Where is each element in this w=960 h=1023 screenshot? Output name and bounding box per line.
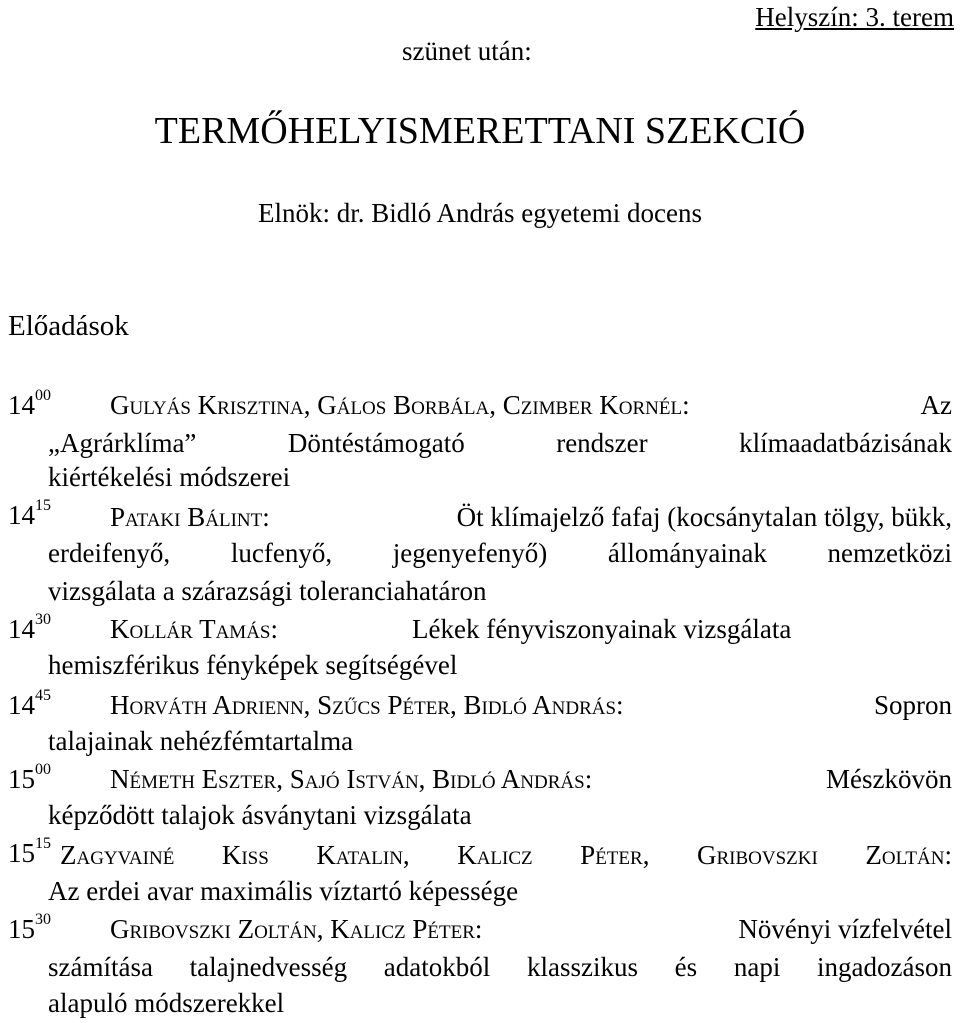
lecture-title: „Agrárklíma” (48, 428, 197, 458)
lecture-title: Mészkövön (826, 764, 952, 794)
lecture-authors: Horváth Adrienn, Szűcs Péter, Bidló András: (110, 690, 624, 720)
chair-label: Elnök: dr. Bidló András egyetemi docens (258, 198, 702, 228)
lecture-authors: Gribovszki Zoltán, Kalicz Péter: (110, 914, 483, 944)
lecture-authors: Zagyvainé Kiss Katalin, Kalicz Péter, Gribovszki Zoltán: (60, 840, 952, 870)
lecture-title: Az (920, 390, 952, 420)
lecture-line: hemiszférikus fényképek segítségével (48, 650, 458, 680)
lecture-title: Öt klímajelző fafaj (kocsánytalan tölgy, bükk, (456, 502, 952, 532)
lecture-line (110, 502, 952, 533)
lecture-line: alapuló módszerekkel (48, 988, 285, 1018)
lecture-line: számítása talajnedvesség adatokból klasszikus és napi ingadozáson (48, 952, 952, 982)
lecture-line: vizsgálata a szárazsági toleranciahatáron (48, 576, 487, 606)
lecture-line: kiértékelési módszerei (48, 462, 291, 492)
section-title: TERMŐHELYISMERETTANI SZEKCIÓ (154, 110, 806, 152)
lecture-line (60, 840, 952, 871)
lecture-authors: Kollár Tamás: (110, 614, 278, 644)
lecture-title: Sopron (873, 690, 952, 720)
lecture-title: Növényi vízfelvétel (738, 914, 952, 944)
after-break-label: szünet után: (402, 36, 532, 66)
lecture-line: erdeifenyő, lucfenyő, jegenyefenyő) állományainak nemzetközi (48, 538, 952, 568)
lecture-authors: Németh Eszter, Sajó István, Bidló András: (110, 764, 593, 794)
lecture-time: $14^{45}$ (8, 687, 51, 720)
lecture-authors: Gulyás Krisztina, Gálos Borbála, Czimber Kornél: (110, 390, 690, 420)
lecture-title: Döntéstámogató (287, 428, 465, 458)
lecture-line: képződött talajok ásványtani vizsgálata (48, 800, 472, 830)
lecture-authors: Pataki Bálint: (110, 502, 270, 532)
lecture-line: talajainak nehézfémtartalma (48, 726, 354, 756)
lecture-time: $14^{30}$ (8, 611, 51, 644)
lecture-time: $14^{00}$ (8, 387, 51, 420)
lecture-time: $15^{30}$ (8, 911, 51, 944)
lecture-time: $15^{00}$ (8, 761, 51, 794)
lecture-line (110, 764, 952, 795)
lectures-heading: Előadások (8, 310, 129, 342)
lecture-time: $14^{15}$ (8, 497, 51, 530)
lecture-title: klímaadatbázisának (739, 428, 952, 458)
lecture-line (110, 614, 952, 645)
lecture-time: $15^{15}$ (8, 835, 51, 868)
lecture-line (110, 914, 952, 945)
lecture-title: Lékek fényviszonyainak vizsgálata (412, 614, 792, 644)
lecture-line: Az erdei avar maximális víztartó képessége (48, 876, 519, 906)
lecture-line (110, 690, 952, 721)
lecture-line (48, 428, 952, 459)
lecture-title: rendszer (556, 428, 648, 458)
location-label: Helyszín: 3. terem (755, 2, 954, 32)
lecture-line (110, 390, 952, 421)
